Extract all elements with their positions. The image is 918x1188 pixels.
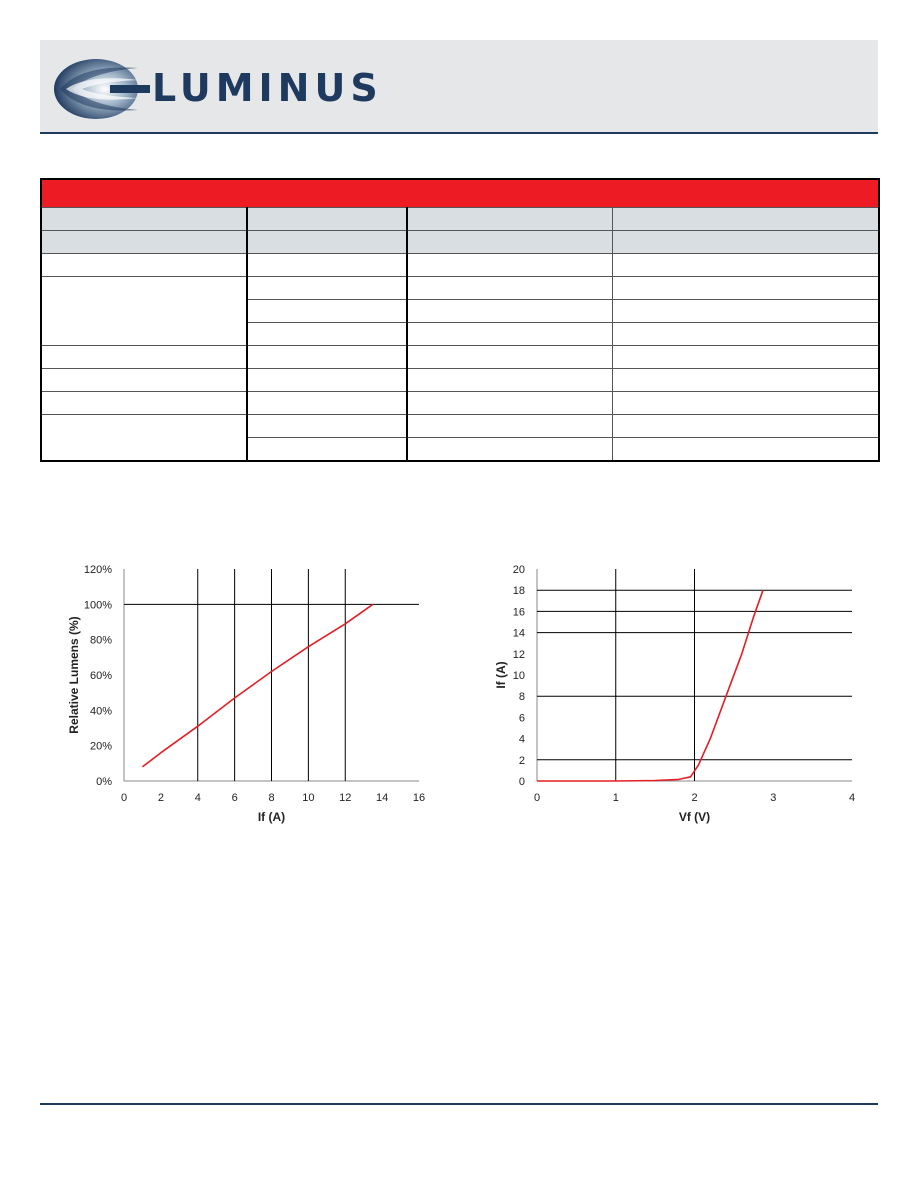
series-line	[142, 604, 373, 767]
table-cell	[41, 231, 247, 254]
table-cell	[612, 254, 879, 277]
table-cell	[41, 254, 247, 277]
y-tick-label: 80%	[89, 634, 112, 647]
table-row	[41, 254, 879, 277]
y-tick-label: 60%	[89, 670, 112, 682]
x-tick-label: 6	[231, 792, 238, 804]
table-cell	[612, 277, 879, 300]
y-tick-label: 12	[512, 648, 525, 661]
y-tick-label: 100%	[83, 599, 112, 612]
table-cell	[407, 231, 612, 254]
table-cell	[247, 346, 407, 369]
table-cell	[41, 392, 247, 415]
y-tick-label: 40%	[89, 705, 112, 718]
table-cell	[41, 277, 247, 346]
x-tick-label: 2	[691, 792, 698, 804]
table-cell	[407, 208, 612, 231]
table-cell	[407, 254, 612, 277]
x-tick-label: 16	[412, 792, 426, 804]
y-tick-label: 10	[512, 670, 525, 682]
table-row	[41, 415, 879, 438]
x-tick-label: 1	[612, 792, 619, 804]
y-tick-label: 18	[512, 585, 525, 598]
spec-table	[40, 178, 880, 462]
table-cell	[41, 346, 247, 369]
y-tick-label: 120%	[83, 564, 112, 576]
y-tick-label: 20%	[89, 740, 112, 753]
table-cell	[247, 231, 407, 254]
y-tick-label: 6	[518, 712, 525, 725]
relative-lumens-chart	[60, 555, 440, 835]
x-tick-label: 8	[268, 792, 275, 804]
table-cell	[41, 208, 247, 231]
y-tick-label: 0	[518, 776, 525, 788]
table-cell	[612, 415, 879, 438]
table-cell	[247, 254, 407, 277]
table-row	[41, 208, 879, 231]
x-tick-label: 2	[157, 792, 164, 804]
table-cell	[247, 323, 407, 346]
table-cell	[612, 208, 879, 231]
table-row	[41, 179, 879, 208]
table-header-bar	[41, 179, 879, 208]
table-cell	[612, 346, 879, 369]
table-cell	[612, 438, 879, 462]
table-cell	[407, 323, 612, 346]
x-tick-label: 0	[120, 792, 128, 804]
series-line	[537, 590, 763, 781]
y-axis-label: If (A)	[494, 661, 508, 689]
table-cell	[41, 369, 247, 392]
table-cell	[612, 369, 879, 392]
x-tick-label: 3	[770, 792, 777, 804]
forward-current-chart	[490, 555, 870, 835]
table-cell	[407, 392, 612, 415]
table-cell	[407, 300, 612, 323]
y-tick-label: 20	[512, 564, 525, 576]
x-tick-label: 4	[848, 792, 856, 804]
x-tick-label: 4	[194, 792, 201, 804]
x-tick-label: 10	[302, 792, 315, 804]
y-tick-label: 4	[518, 733, 525, 746]
table-cell	[247, 369, 407, 392]
table-cell	[247, 208, 407, 231]
table-row	[41, 369, 879, 392]
x-tick-label: 0	[533, 792, 541, 804]
table-cell	[612, 392, 879, 415]
y-tick-label: 2	[518, 754, 525, 767]
table-cell	[247, 300, 407, 323]
table-row	[41, 346, 879, 369]
table-cell	[247, 277, 407, 300]
page-header	[40, 40, 878, 134]
table-cell	[247, 392, 407, 415]
luminus-logo	[52, 58, 432, 120]
y-tick-label: 8	[518, 691, 525, 704]
x-tick-label: 14	[376, 792, 389, 804]
table-cell	[41, 415, 247, 462]
table-row	[41, 277, 879, 300]
x-tick-label: 12	[339, 792, 352, 804]
luminus-swoosh-icon	[52, 58, 152, 120]
table-row	[41, 392, 879, 415]
table-cell	[612, 323, 879, 346]
footer-divider	[40, 1103, 878, 1105]
table-row	[41, 231, 879, 254]
table-cell	[612, 300, 879, 323]
brand-wordmark: LUMINUS	[152, 66, 383, 110]
y-tick-label: 14	[512, 627, 525, 640]
table-cell	[407, 277, 612, 300]
y-axis-label: Relative Lumens (%)	[67, 616, 81, 734]
table-cell	[247, 415, 407, 438]
x-axis-label: Vf (V)	[678, 810, 711, 824]
table-cell	[407, 369, 612, 392]
x-axis-label: If (A)	[257, 810, 286, 824]
table-cell	[407, 346, 612, 369]
table-cell	[407, 438, 612, 462]
y-tick-label: 0%	[96, 776, 112, 788]
table-cell	[247, 438, 407, 462]
table-cell	[612, 231, 879, 254]
table-cell	[407, 415, 612, 438]
y-tick-label: 16	[512, 606, 525, 619]
